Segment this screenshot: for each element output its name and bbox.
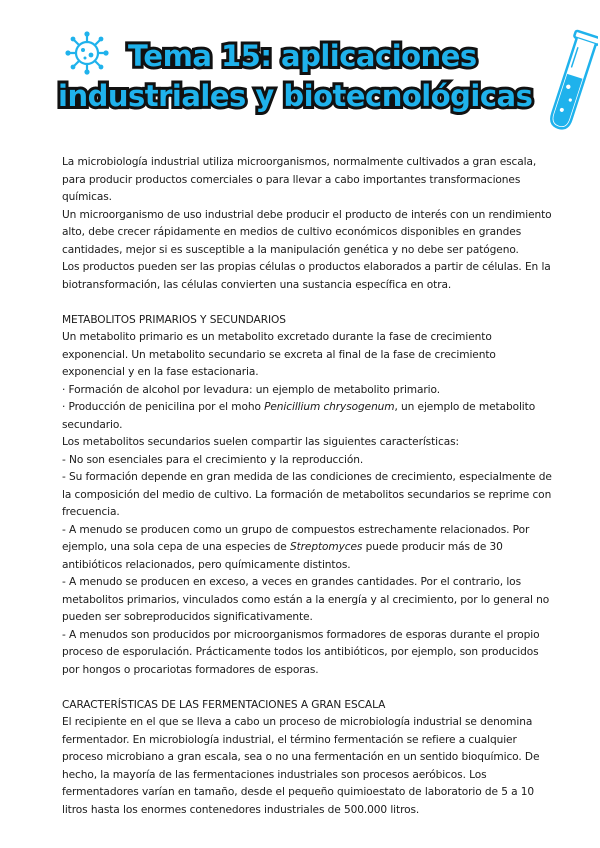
bullet-2-text-end: , un ejemplo de metabolito secundario. xyxy=(62,401,536,431)
intro-paragraph-1: La microbiología industrial utiliza microorganismos, normalmente cultivados a gran escala, para producir productos comerciales o para llevar a cabo importantes transformaciones químicas. xyxy=(62,156,537,203)
spacer xyxy=(62,679,552,697)
document-body xyxy=(62,154,552,819)
title-line-2: industriales y biotecnológicas xyxy=(58,79,533,113)
characteristic-item-1: - No son esenciales para el crecimiento y la reproducción. xyxy=(62,453,364,466)
item-3-text-end: puede producir más de 30 antibióticos relacionados, pero químicamente distintos. xyxy=(62,541,503,571)
characteristic-item-4: - A menudo se producen en exceso, a veces en grandes cantidades. Por el contrario, los metabolitos primarios, vinculados como están a la energía y al crecimiento, por lo general no pueden ser sobreproducidos significativamente. xyxy=(62,576,550,623)
characteristic-item-2: - Su formación depende en gran medida de las condiciones de crecimiento, especialmente de la composición del medio de cultivo. La formación de metabolitos secundarios se reprime con frecuencia. xyxy=(62,471,552,518)
test-tube-icon xyxy=(548,26,598,138)
bullet-2-text-start: · Producción de penicilina por el moho xyxy=(62,401,265,413)
species-name-penicillium: Penicillium chrysogenum xyxy=(264,401,395,413)
section-heading-metabolitos: METABOLITOS PRIMARIOS Y SECUNDARIOS xyxy=(62,313,286,326)
metabolitos-paragraph-1: Un metabolito primario es un metabolito excretado durante la fase de crecimiento exponencial. Un metabolito secundario se excreta al final de la fase de crecimiento exponencial y en la fase estacionaria. xyxy=(62,331,496,378)
genus-name-streptomyces: Streptomyces xyxy=(289,541,363,553)
page-title xyxy=(58,36,558,116)
spacer xyxy=(62,294,552,312)
characteristic-item-5: - A menudos son producidos por microorganismos formadores de esporas durante el propio proceso de esporulación. Prácticamente todos los antibióticos, por ejemplo, son producidos por hongos o procariotas formadores de esporas. xyxy=(62,628,540,676)
metabolitos-bullet-1: · Formación de alcohol por levadura: un ejemplo de metabolito primario. xyxy=(62,383,440,396)
item-3-text-start: - A menudo se producen como un grupo de compuestos estrechamente relacionados. Por ejemplo, una sola cepa de una especies de xyxy=(62,523,530,553)
fermentaciones-paragraph-1: El recipiente en el que se lleva a cabo un proceso de microbiología industrial se denomina fermentador. En microbiología industrial, el término fermentación se refiere a cualquier proceso microbiano a gran escala, sea o no una fermentación en un sentido bioquímico. De hecho, la mayoría de las fermentaciones industriales son procesos aeróbicos. Los fermentadores varían en tamaño, desde el pequeño quimioestato de laboratorio de 5 a 10 litros hasta los enormes contenedores industriales de 500.000 litros. xyxy=(62,716,540,816)
metabolitos-paragraph-2: Los metabolitos secundarios suelen compartir las siguientes características: xyxy=(62,436,460,448)
page-header xyxy=(0,0,600,140)
title-line-1: Tema 15: aplicaciones xyxy=(128,39,477,73)
intro-paragraph-3: Los productos pueden ser las propias células o productos elaborados a partir de células. En la biotransformación, las células convierten una sustancia específica en otra. xyxy=(62,261,551,291)
characteristic-item-3 xyxy=(62,522,552,575)
metabolitos-bullet-2 xyxy=(62,399,552,434)
section-heading-fermentaciones: CARACTERÍSTICAS DE LAS FERMENTACIONES A GRAN ESCALA xyxy=(62,698,386,711)
intro-paragraph-2: Un microorganismo de uso industrial debe producir el producto de interés con un rendimiento alto, debe crecer rápidamente en medios de cultivo económicos disponibles en grandes cantidades, mejor si es susceptible a la manipulación genética y no debe ser patógeno. xyxy=(62,208,552,256)
